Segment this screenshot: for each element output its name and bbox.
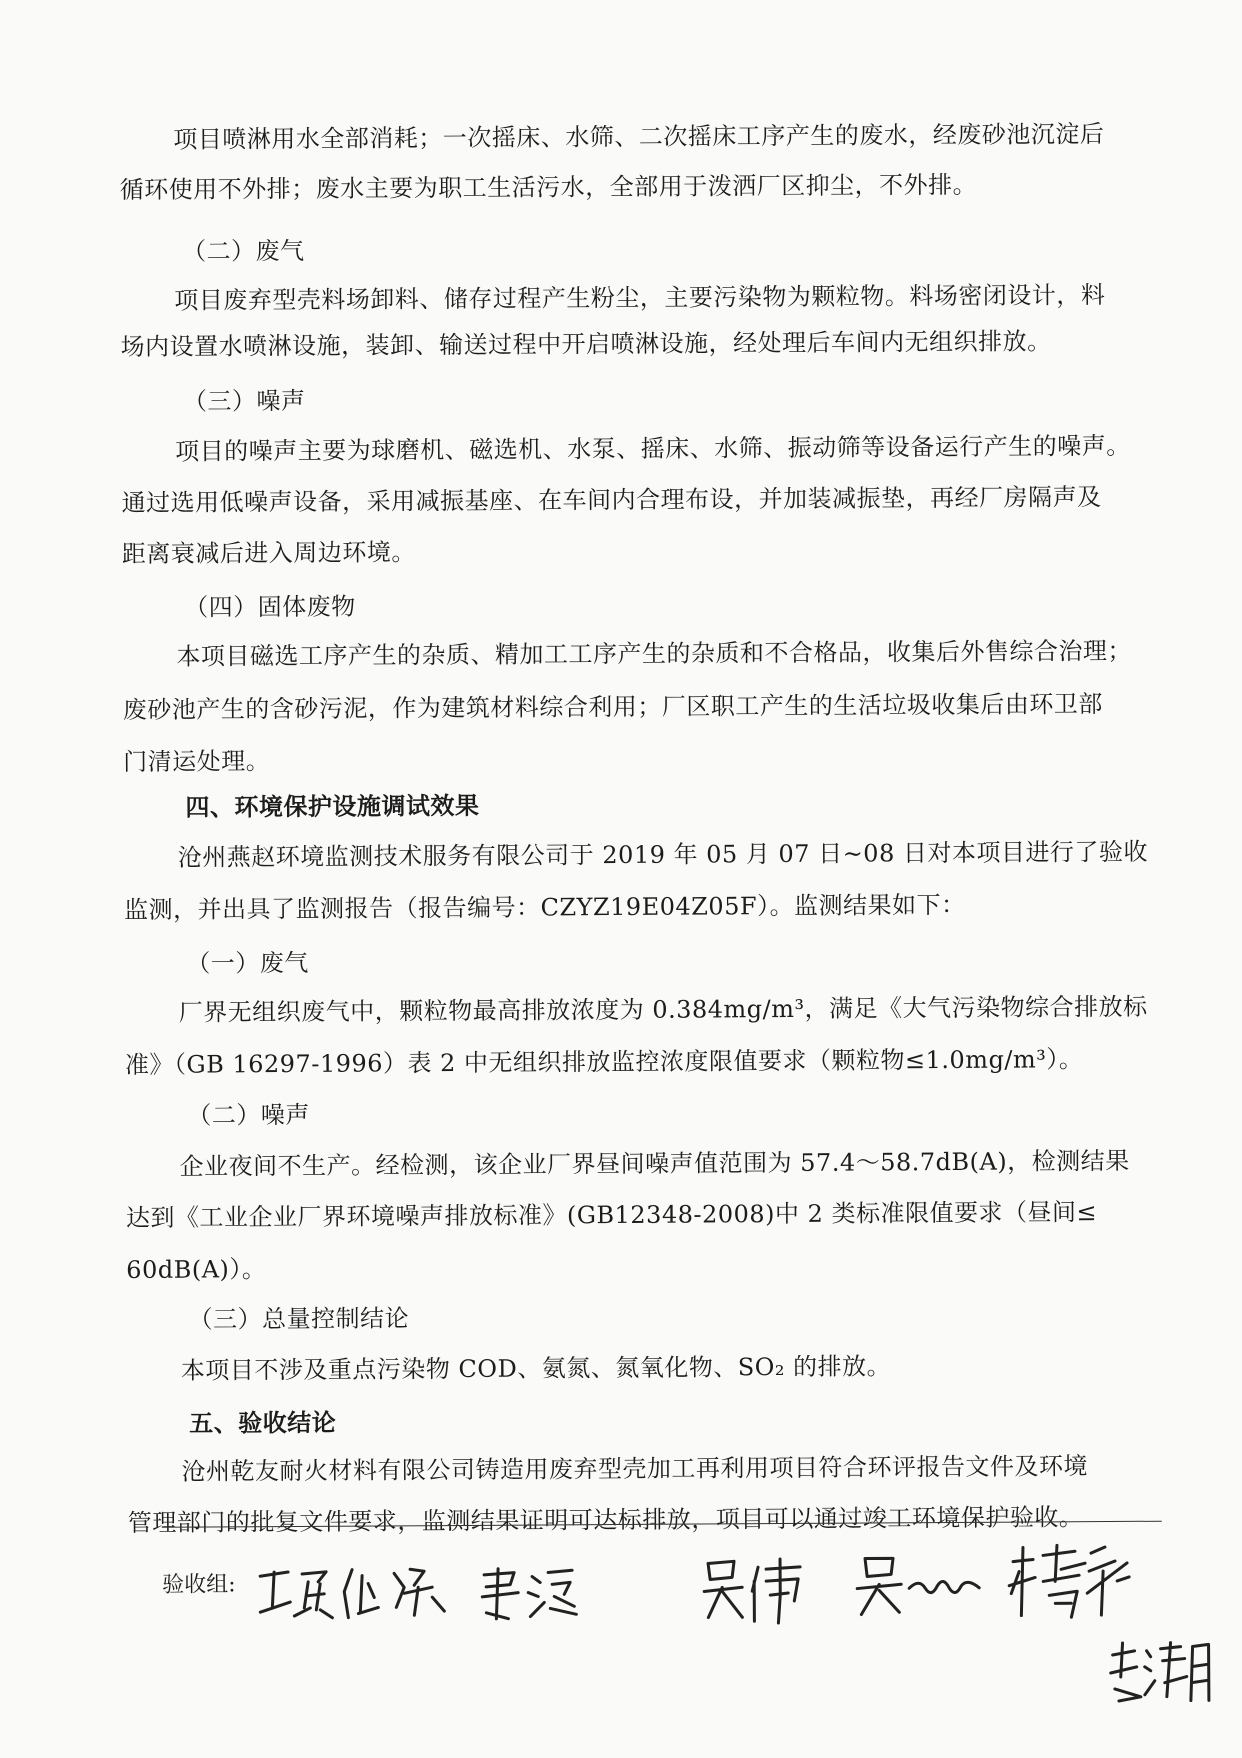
paragraph-line: 本项目磁选工序产生的杂质、精加工工序产生的杂质和不合格品，收集后外售综合治理； bbox=[176, 636, 1133, 671]
handwritten-signature bbox=[999, 1541, 1140, 1628]
paragraph-line: 达到《工业企业厂界环境噪声排放标准》(GB12348-2008)中 2 类标准限值要求（昼间≤ bbox=[125, 1198, 1098, 1233]
paragraph-line: 沧州燕赵环境监测技术服务有限公司于 2019 年 05 月 07 日~08 日对本项目进行了验收 bbox=[177, 837, 1149, 872]
paragraph-line: 厂界无组织废气中，颗粒物最高排放浓度为 0.384mg/m³，满足《大气污染物综合排放标 bbox=[178, 992, 1148, 1027]
section-heading: （二）废气 bbox=[181, 236, 305, 266]
section-heading: （三）总量控制结论 bbox=[188, 1304, 410, 1334]
section-heading: （四）固体废物 bbox=[184, 592, 356, 622]
paragraph-line: 废砂池产生的含砂污泥，作为建筑材料综合利用；厂区职工产生的生活垃圾收集后由环卫部 bbox=[122, 690, 1103, 725]
paragraph-line: 准》（GB 16297-1996）表 2 中无组织排放监控浓度限值要求（颗粒物≤1.0mg/m³）。 bbox=[124, 1045, 1084, 1080]
paragraph-line: 距离衰减后进入周边环境。 bbox=[121, 538, 416, 569]
paragraph-line: 沧州乾友耐火材料有限公司铸造用废弃型壳加工再利用项目符合环评报告文件及环境 bbox=[181, 1452, 1089, 1486]
paragraph-line: 本项目不涉及重点污染物 COD、氨氮、氮氧化物、SO₂ 的排放。 bbox=[180, 1352, 892, 1385]
paragraph-line: 项目喷淋用水全部消耗；一次摇床、水筛、二次摇床工序产生的废水，经废砂池沉淀后 bbox=[173, 120, 1105, 154]
handwritten-signature bbox=[474, 1562, 584, 1625]
paragraph-line: 项目废弃型壳料场卸料、储存过程产生粉尘，主要污染物为颗粒物。料场密闭设计，料 bbox=[174, 281, 1106, 315]
handwritten-signature bbox=[849, 1548, 989, 1629]
paragraph-line: 企业夜间不生产。经检测，该企业厂界昼间噪声值范围为 57.4～58.7dB(A)，检测结果 bbox=[179, 1146, 1130, 1181]
paragraph-line: 循环使用不外排；废水主要为职工生活污水，全部用于泼洒厂区抑尘，不外排。 bbox=[119, 170, 978, 205]
handwritten-signature bbox=[1105, 1636, 1215, 1709]
handwritten-signature bbox=[694, 1551, 814, 1632]
paragraph-line: 项目的噪声主要为球磨机、磁选机、水泵、摇床、水筛、振动筛等设备运行产生的噪声。 bbox=[175, 431, 1131, 466]
section-heading: （一）废气 bbox=[186, 948, 309, 978]
chapter-heading: 五、验收结论 bbox=[189, 1407, 337, 1438]
handwritten-signature bbox=[254, 1557, 454, 1628]
section-heading: （二）噪声 bbox=[187, 1100, 310, 1130]
section-heading: （三）噪声 bbox=[182, 386, 306, 416]
paragraph-line: 通过选用低噪声设备，采用减振基座、在车间内合理布设，并加装减振垫，再经厂房隔声及 bbox=[121, 483, 1102, 518]
paragraph-line: 60dB(A)）。 bbox=[126, 1255, 267, 1285]
paragraph-line: 管理部门的批复文件要求，监测结果证明可达标排放，项目可以通过竣工环境保护验收。 bbox=[127, 1503, 1084, 1538]
chapter-heading: 四、环境保护设施调试效果 bbox=[185, 790, 480, 822]
paragraph-line: 监测，并出具了监测报告（报告编号：CZYZ19E04Z05F）。监测结果如下： bbox=[123, 890, 966, 925]
paragraph-line: 场内设置水喷淋设施，装卸、输送过程中开启喷淋设施，经处理后车间内无组织排放。 bbox=[120, 327, 1052, 362]
paragraph-line: 门清运处理。 bbox=[123, 747, 271, 777]
signature-label: 验收组: bbox=[162, 1572, 236, 1598]
